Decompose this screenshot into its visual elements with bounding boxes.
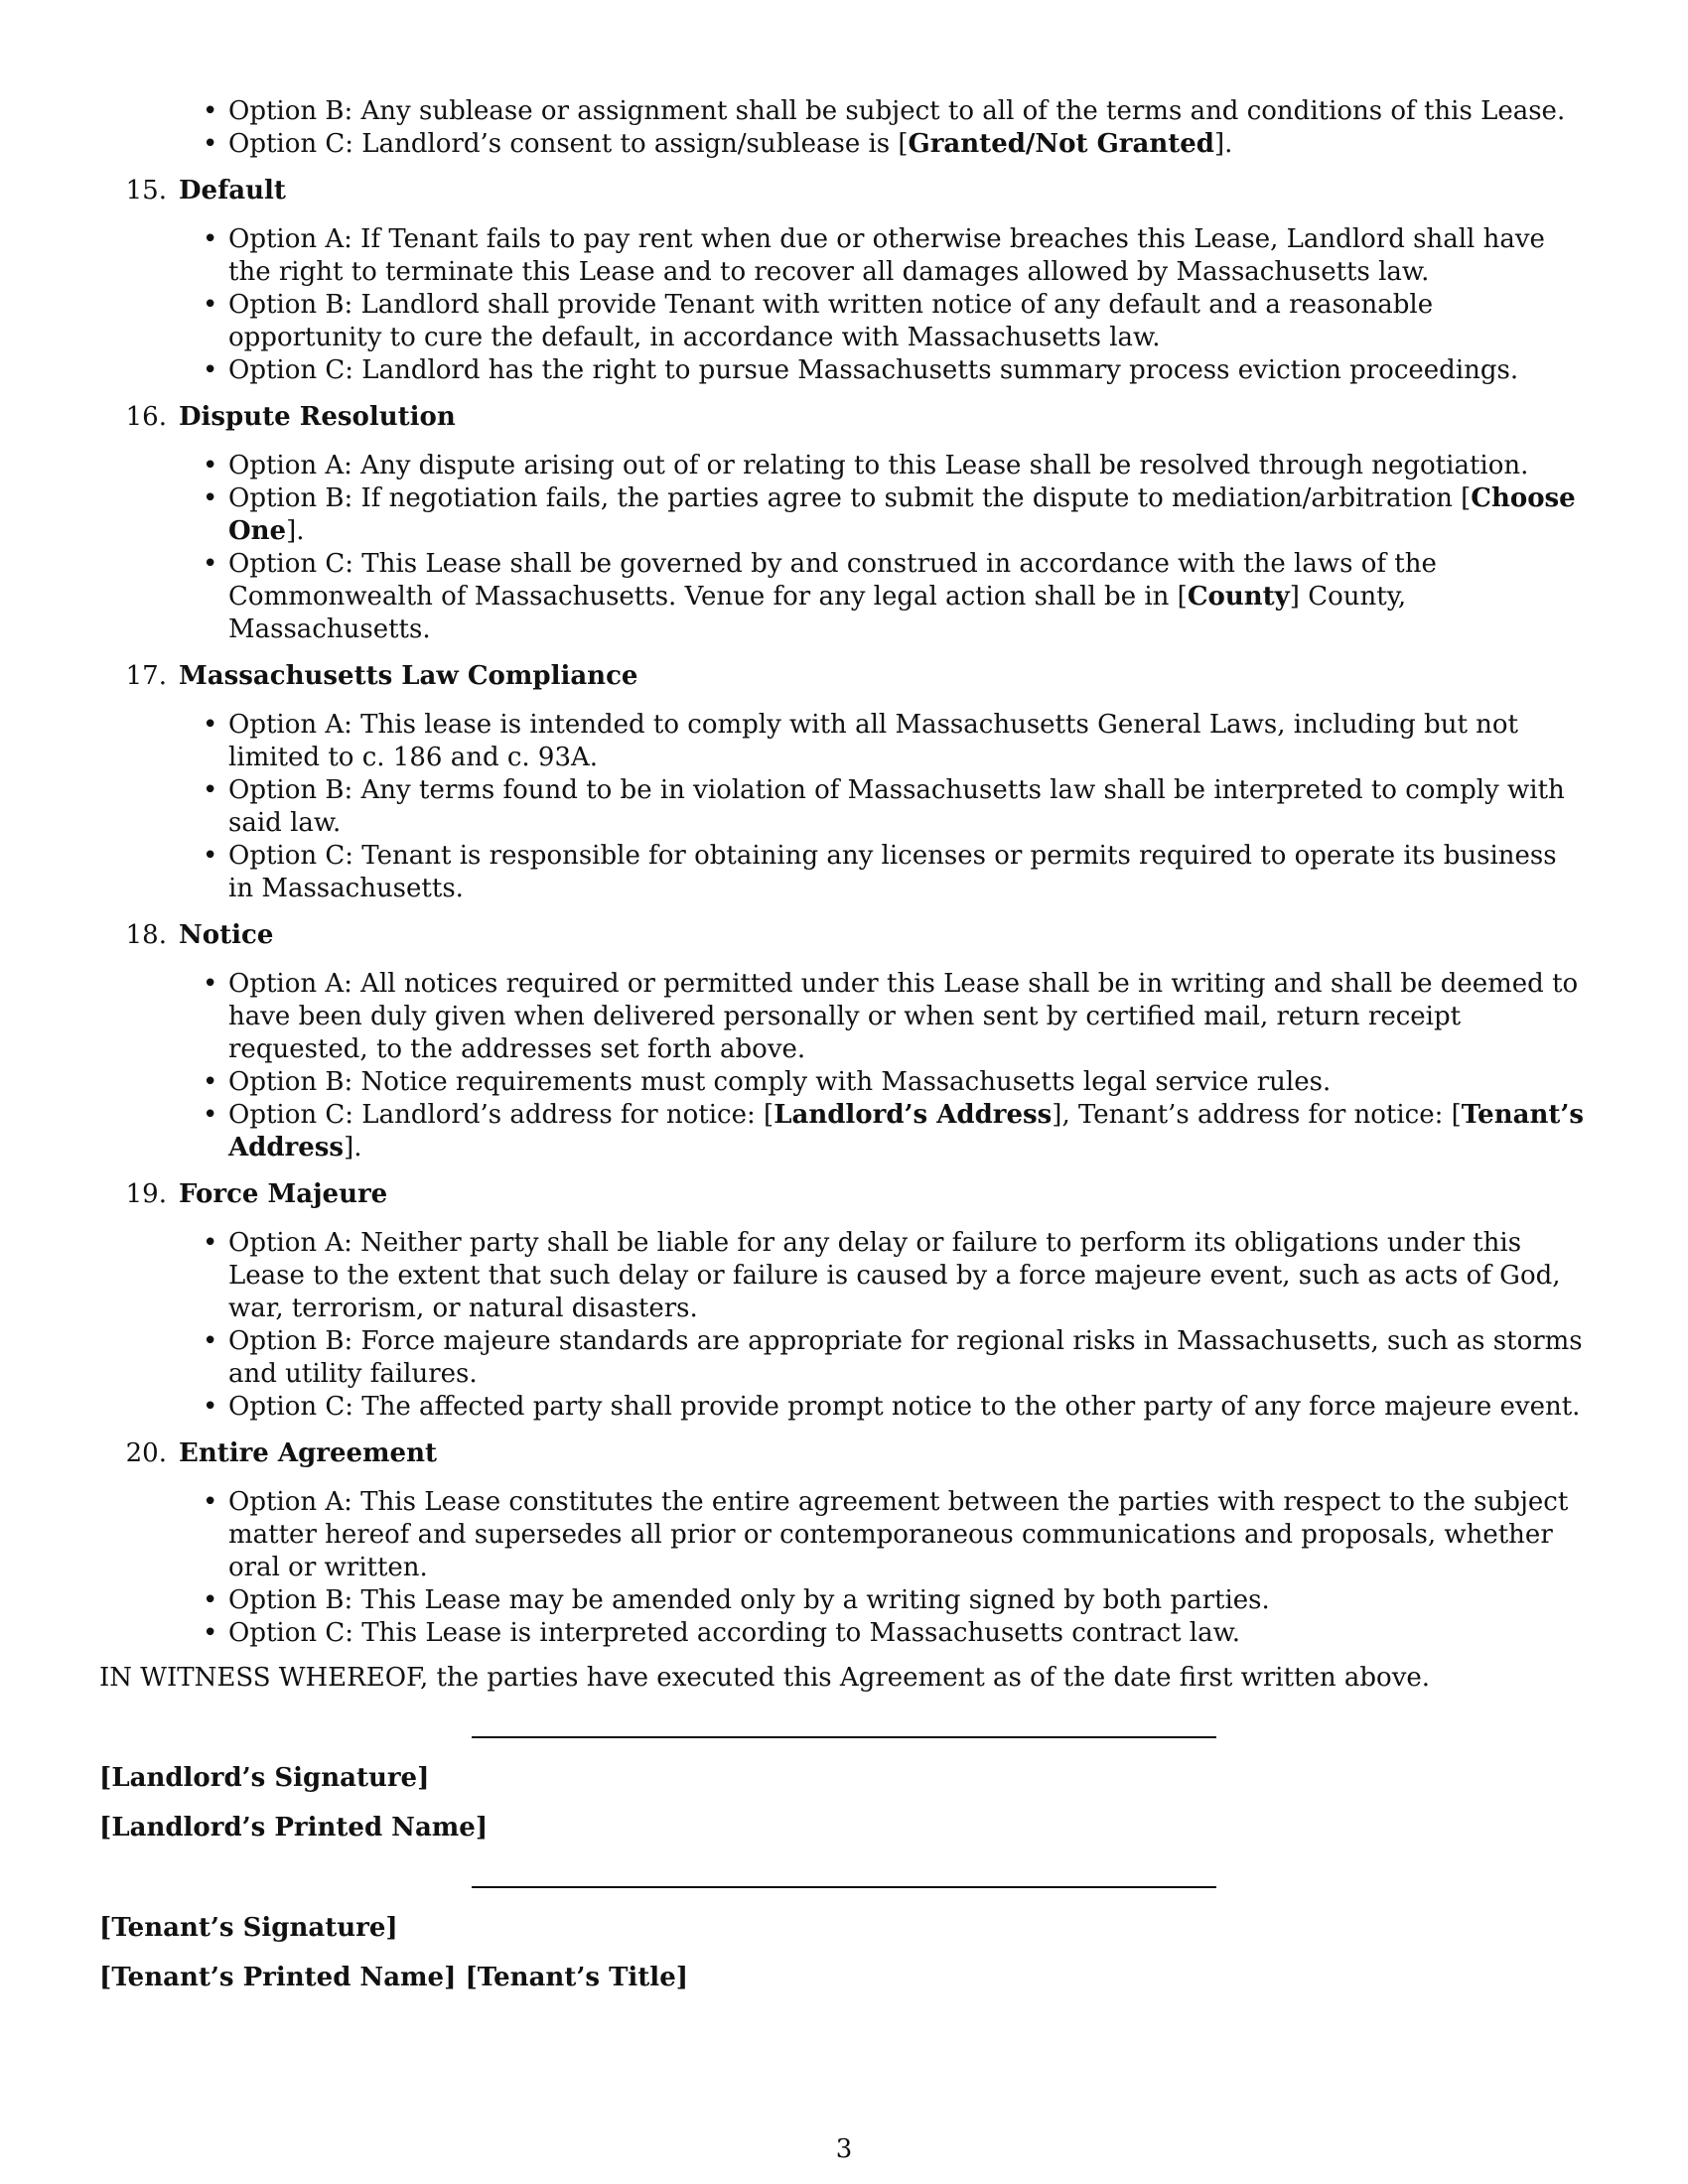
option-item: • Option A: This Lease constitutes the entire agreement between the parties with respect to the subject matter hereof and supersedes all prior or contemporaneous communications and proposals, whether oral or written. bbox=[228, 1486, 1589, 1584]
section-number: 17. bbox=[125, 661, 167, 691]
option-item: • Option A: If Tenant fails to pay rent when due or otherwise breaches this Lease, Landlord shall have the right to terminate this Lease and to recover all damages allowed by Massachusetts law. bbox=[228, 223, 1589, 289]
section-title: Default bbox=[179, 176, 286, 205]
options-list bbox=[99, 968, 1589, 1164]
options-list bbox=[99, 1227, 1589, 1424]
option-item: • Option B: If negotiation fails, the parties agree to submit the dispute to mediation/arbitration [Choose One]. bbox=[228, 482, 1589, 548]
option-item: • Option A: All notices required or permitted under this Lease shall be in writing and shall be deemed to have been duly given when delivered personally or when sent by certified mail, return receipt requested, to the addresses set forth above. bbox=[228, 968, 1589, 1066]
section-number: 19. bbox=[125, 1179, 167, 1209]
option-item: • Option C: Landlord’s consent to assign/sublease is [Granted/Not Granted]. bbox=[228, 128, 1589, 161]
option-item: • Option C: Tenant is responsible for obtaining any licenses or permits required to operate its business in Massachusetts. bbox=[228, 840, 1589, 905]
option-item: • Option A: This lease is intended to comply with all Massachusetts General Laws, including but not limited to c. 186 and c. 93A. bbox=[228, 709, 1589, 774]
section-number: 16. bbox=[125, 402, 167, 432]
section-title: Dispute Resolution bbox=[179, 402, 456, 432]
option-item: • Option B: Any terms found to be in violation of Massachusetts law shall be interpreted to comply with said law. bbox=[228, 774, 1589, 840]
section-massachusetts-law-compliance bbox=[99, 660, 1589, 905]
section-title: Notice bbox=[179, 920, 274, 950]
section-force-majeure bbox=[99, 1178, 1589, 1424]
tenant-signature-label: [Tenant’s Signature] bbox=[99, 1913, 398, 1943]
options-list bbox=[99, 709, 1589, 905]
landlord-signature-label: [Landlord’s Signature] bbox=[99, 1763, 430, 1793]
option-item: • Option B: Any sublease or assignment shall be subject to all of the terms and conditions of this Lease. bbox=[228, 95, 1589, 128]
section-default bbox=[99, 175, 1589, 387]
document-page bbox=[99, 95, 1589, 1994]
option-item: • Option B: Force majeure standards are appropriate for regional risks in Massachusetts, such as storms and utility failures. bbox=[228, 1325, 1589, 1391]
option-item: • Option B: Notice requirements must comply with Massachusetts legal service rules. bbox=[228, 1066, 1589, 1099]
option-item: • Option A: Any dispute arising out of or relating to this Lease shall be resolved through negotiation. bbox=[228, 450, 1589, 482]
section-dispute-resolution bbox=[99, 401, 1589, 646]
tenant-signature-line bbox=[472, 1886, 1216, 1888]
section-number: 15. bbox=[125, 176, 167, 205]
option-item: • Option C: Landlord’s address for notice: [Landlord’s Address], Tenant’s address for notice: [Tenant’s Address]. bbox=[228, 1099, 1589, 1164]
continued-options-list bbox=[99, 95, 1589, 161]
option-item: • Option B: Landlord shall provide Tenant with written notice of any default and a reasonable opportunity to cure the default, in accordance with Massachusetts law. bbox=[228, 289, 1589, 354]
witness-statement: IN WITNESS WHEREOF, the parties have executed this Agreement as of the date first written above. bbox=[99, 1663, 1431, 1693]
option-item: • Option C: Landlord has the right to pursue Massachusetts summary process eviction proceedings. bbox=[228, 354, 1589, 387]
page-number: 3 bbox=[835, 2134, 853, 2164]
option-item: • Option B: This Lease may be amended only by a writing signed by both parties. bbox=[228, 1584, 1589, 1617]
section-title: Force Majeure bbox=[179, 1179, 388, 1209]
tenant-printed-name-label: [Tenant’s Printed Name] [Tenant’s Title] bbox=[99, 1963, 689, 1992]
options-list bbox=[99, 223, 1589, 387]
section-number: 18. bbox=[125, 920, 167, 950]
section-title: Massachusetts Law Compliance bbox=[179, 661, 638, 691]
option-item: • Option A: Neither party shall be liable for any delay or failure to perform its obligations under this Lease to the extent that such delay or failure is caused by a force majeure event, such as acts of God, war, terrorism, or natural disasters. bbox=[228, 1227, 1589, 1325]
options-list bbox=[99, 1486, 1589, 1650]
options-list bbox=[99, 450, 1589, 646]
option-item: • Option C: The affected party shall provide prompt notice to the other party of any force majeure event. bbox=[228, 1391, 1589, 1424]
landlord-signature-line bbox=[472, 1736, 1216, 1738]
option-item: • Option C: This Lease is interpreted according to Massachusetts contract law. bbox=[228, 1617, 1589, 1650]
section-entire-agreement bbox=[99, 1437, 1589, 1650]
landlord-printed-name-label: [Landlord’s Printed Name] bbox=[99, 1813, 489, 1843]
section-notice bbox=[99, 919, 1589, 1164]
section-number: 20. bbox=[125, 1438, 167, 1468]
section-title: Entire Agreement bbox=[179, 1438, 437, 1468]
option-item: • Option C: This Lease shall be governed by and construed in accordance with the laws of the Commonwealth of Massachusetts. Venue for any legal action shall be in [County] County, Massachusetts. bbox=[228, 548, 1589, 646]
